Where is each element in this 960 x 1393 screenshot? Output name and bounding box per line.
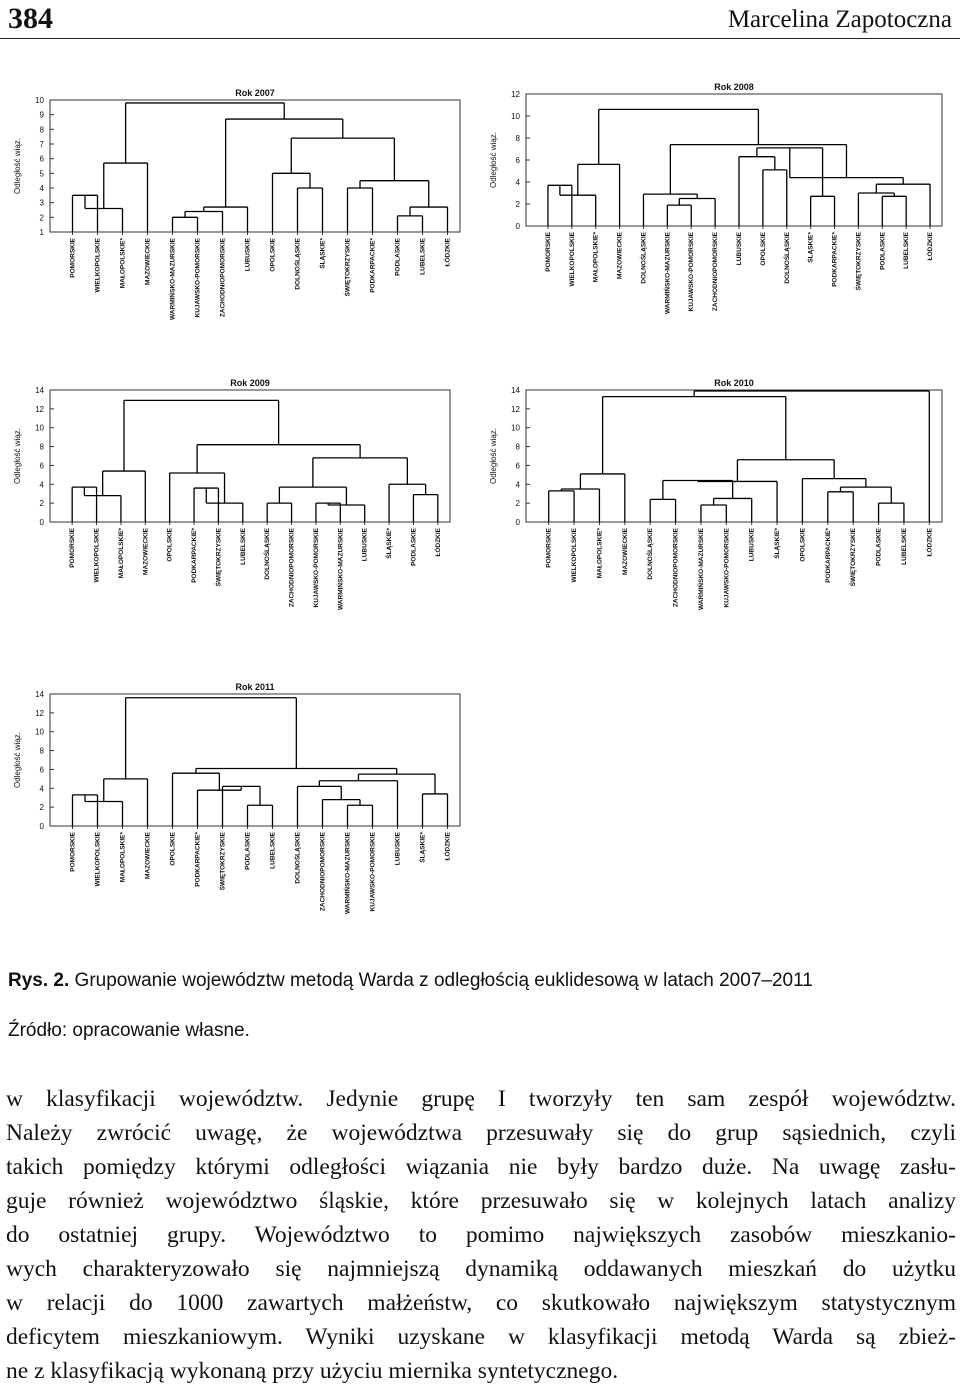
leaf-label: PODKARPACKIE* — [369, 238, 377, 293]
leaf-label: KUJAWSKO-POMORSKIE — [194, 238, 202, 318]
y-tick-label: 0 — [39, 518, 44, 527]
dendrogram-2009 — [8, 372, 458, 630]
y-tick-label: 8 — [39, 746, 44, 756]
y-tick-label: 2 — [39, 499, 44, 509]
body-paragraph — [6, 1082, 956, 1388]
leaf-label: DOLNOŚLĄSKIE — [647, 528, 655, 580]
leaf-label: ZACHODNIOPOMORSKIE — [319, 832, 327, 912]
leaf-label: OPOLSKIE — [169, 832, 177, 866]
leaf-label: MAŁOPOLSKIE* — [596, 528, 604, 579]
body-line: wych charakteryzowało się najmniejszą dynamiką oddawanych mieszkań do użytku — [6, 1256, 956, 1282]
leaf-label: ŚLĄSKIE* — [419, 832, 427, 863]
leaf-label: OPOLSKIE — [799, 528, 807, 562]
y-tick-label: 10 — [511, 423, 520, 433]
leaf-label: ZACHODNIOPOMORSKIE — [288, 528, 296, 608]
leaf-label: POMORSKIE — [69, 832, 77, 872]
y-axis-label: Odległość wiąz. — [13, 427, 22, 485]
leaf-label: PODKARPACKIE* — [831, 232, 839, 287]
y-tick-label: 14 — [35, 386, 44, 395]
leaf-label: WIELKOPOLSKIE — [571, 528, 579, 583]
y-tick-label: 3 — [39, 198, 44, 208]
dendrogram-2007-svg — [8, 82, 468, 332]
leaf-label: LUBUSKIE — [748, 528, 756, 562]
leaf-label: LUBELSKIE — [900, 528, 908, 565]
y-tick-label: 6 — [39, 461, 44, 471]
leaf-label: ŚLĄSKIE* — [774, 528, 782, 559]
leaf-label: ZACHODNIOPOMORSKIE — [672, 528, 680, 608]
leaf-label: DOLNOŚLĄSKIE — [294, 238, 302, 290]
y-tick-label: 6 — [39, 765, 44, 775]
leaf-label: WIELKOPOLSKIE — [568, 232, 576, 287]
y-axis-label: Odległość wiąz. — [489, 427, 498, 485]
leaf-label: WARMIŃSKO-MAZURSKIE — [697, 528, 705, 610]
dendrogram-2008 — [484, 76, 950, 331]
y-tick-label: 2 — [39, 803, 44, 813]
y-tick-label: 12 — [511, 90, 520, 99]
y-tick-label: 12 — [35, 708, 44, 718]
y-tick-label: 4 — [39, 784, 44, 794]
y-tick-label: 14 — [511, 386, 520, 395]
body-line: ne z klasyfikacją wykonaną przy użyciu miernika syntetycznego. — [6, 1358, 619, 1384]
leaf-label: PODLASKIE — [879, 232, 887, 270]
leaf-label: DOLNOŚLĄSKIE — [783, 232, 791, 284]
leaf-label: ŁÓDZKIE — [927, 232, 935, 261]
leaf-label: LUBUSKIE — [361, 528, 369, 562]
y-tick-label: 6 — [515, 156, 520, 165]
leaf-label: MAŁOPOLSKIE* — [117, 528, 125, 579]
figure-source: Źródło: opracowanie własne. — [8, 1020, 250, 1041]
y-tick-label: 7 — [39, 140, 44, 149]
body-line: w klasyfikacji województw. Jedynie grupę I tworzyły ten sam zespół województw. — [6, 1086, 956, 1112]
y-tick-label: 4 — [515, 178, 520, 187]
leaf-label: WIELKOPOLSKIE — [94, 832, 102, 887]
leaf-label: ŁÓDZKIE — [434, 528, 442, 557]
chart-title: Rok 2008 — [714, 82, 754, 92]
plot-frame — [50, 390, 450, 522]
leaf-label: OPOLSKIE — [269, 238, 277, 272]
leaf-label: WARMIŃSKO-MAZURSKIE — [337, 528, 345, 610]
y-tick-label: 8 — [39, 442, 44, 452]
dendrogram-2007 — [8, 82, 468, 332]
leaf-label: OPOLSKIE — [759, 232, 767, 266]
y-tick-label: 0 — [515, 518, 520, 527]
leaf-label: LUBUSKIE — [244, 238, 252, 272]
y-axis-label: Odległość wiąz. — [489, 131, 498, 189]
y-tick-label: 14 — [35, 690, 44, 699]
leaf-label: LUBUSKIE — [394, 832, 402, 866]
leaf-label: MAZOWIECKIE — [144, 238, 152, 285]
y-tick-label: 4 — [39, 184, 44, 193]
body-line: takich pomiędzy którymi odległości wiązania nie były bardzo duże. Na uwagę zasłu- — [6, 1154, 956, 1180]
chart-title: Rok 2010 — [714, 378, 754, 388]
leaf-label: PODLASKIE — [244, 832, 252, 870]
y-tick-label: 8 — [515, 134, 520, 143]
page-number: 384 — [8, 2, 53, 35]
leaf-label: PODLASKIE — [394, 238, 402, 276]
leaf-label: WARMIŃSKO-MAZURSKIE — [344, 832, 352, 914]
leaf-label: POMORSKIE — [69, 528, 77, 568]
dendrogram-2011-svg — [8, 676, 468, 924]
y-tick-label: 0 — [39, 822, 44, 831]
leaf-label: KUJAWSKO-POMORSKIE — [369, 832, 377, 912]
leaf-label: LUBELSKIE — [239, 528, 247, 565]
y-tick-label: 10 — [35, 727, 44, 737]
body-line: w relacji do 1000 zawartych małżeństw, co skutkowało największym statystycznym — [6, 1290, 956, 1316]
leaf-label: ŁÓDZKIE — [926, 528, 934, 557]
leaf-label: ŚLĄSKIE* — [319, 238, 327, 269]
leaf-label: MAŁOPOLSKIE* — [119, 238, 127, 289]
dendrogram-2010-svg — [484, 372, 950, 622]
body-line: do ostatniej grupy. Województwo to pomimo największych zasobów mieszkanio- — [6, 1222, 956, 1248]
leaf-label: MAZOWIECKIE — [616, 232, 624, 279]
leaf-label: DOLNOŚLĄSKIE — [264, 528, 272, 580]
leaf-label: PODLASKIE — [410, 528, 418, 566]
leaf-label: ŚWIĘTOKRZYSKIE — [344, 238, 352, 297]
body-line: guje również województwo śląskie, które przesuwało się w kolejnych latach analizy — [6, 1188, 956, 1214]
leaf-label: ŚLĄSKIE* — [807, 232, 815, 263]
leaf-label: WARMIŃSKO-MAZURSKIE — [664, 232, 672, 314]
leaf-label: POMORSKIE — [544, 232, 552, 272]
y-axis-label: Odległość wiąz. — [13, 137, 22, 195]
leaf-label: LUBUSKIE — [736, 232, 743, 266]
leaf-label: POMORSKIE — [69, 238, 77, 278]
leaf-label: KUJAWSKO-POMORSKIE — [688, 232, 696, 312]
y-tick-label: 5 — [39, 169, 44, 179]
y-tick-label: 12 — [35, 404, 44, 414]
y-tick-label: 10 — [511, 112, 520, 121]
y-tick-label: 8 — [39, 125, 44, 135]
y-tick-label: 6 — [39, 154, 44, 164]
y-tick-label: 4 — [39, 480, 44, 490]
leaf-label: ŚWIĘTOKRZYSKIE — [219, 832, 227, 891]
leaf-label: DOLNOŚLĄSKIE — [640, 232, 648, 284]
leaf-label: KUJAWSKO-POMORSKIE — [723, 528, 731, 608]
leaf-label: PODLASKIE — [875, 528, 883, 566]
plot-frame — [50, 100, 460, 232]
leaf-label: ŚWIĘTOKRZYSKIE — [855, 232, 863, 291]
figure-caption-label: Rys. 2. — [8, 970, 70, 991]
leaf-label: LUBELSKIE — [903, 232, 911, 269]
plot-frame — [526, 94, 942, 226]
leaf-label: PODKARPACKIE* — [191, 528, 199, 583]
leaf-label: ŁÓDZKIE — [444, 832, 452, 861]
leaf-label: PODKARPACKIE* — [194, 832, 202, 887]
leaf-label: MAŁOPOLSKIE* — [119, 832, 127, 883]
figure-caption-text: Grupowanie województw metodą Warda z odległością euklidesową w latach 2007–2011 — [69, 970, 813, 991]
leaf-label: KUJAWSKO-POMORSKIE — [312, 528, 320, 608]
leaf-label: OPOLSKIE — [166, 528, 174, 562]
chart-title: Rok 2009 — [230, 378, 270, 388]
leaf-label: ŚWIĘTOKRZYSKIE — [850, 528, 858, 587]
body-line: deficytem mieszkaniowym. Wyniki uzyskane w klasyfikacji metodą Warda są zbież- — [6, 1324, 956, 1350]
y-tick-label: 10 — [35, 423, 44, 433]
leaf-label: ZACHODNIOPOMORSKIE — [219, 238, 227, 318]
chart-title: Rok 2011 — [235, 682, 275, 692]
leaf-label: MAZOWIECKIE — [144, 832, 152, 879]
leaf-label: ŚWIĘTOKRZYSKIE — [215, 528, 223, 587]
running-head-author: Marcelina Zapotoczna — [727, 6, 952, 33]
leaf-label: WARMIŃSKO-MAZURSKIE — [169, 238, 177, 320]
body-line: Należy zwrócić uwagę, że województwa przesuwały się do grup sąsiednich, czyli — [6, 1120, 956, 1146]
leaf-label: DOLNOŚLĄSKIE — [294, 832, 302, 884]
leaf-label: POMORSKIE — [545, 528, 553, 568]
y-tick-label: 6 — [515, 461, 520, 471]
y-tick-label: 12 — [511, 404, 520, 414]
y-tick-label: 1 — [39, 228, 44, 237]
y-tick-label: 8 — [515, 442, 520, 452]
leaf-label: ŚLĄSKIE* — [386, 528, 394, 559]
y-tick-label: 9 — [39, 110, 44, 120]
y-axis-label: Odległość wiąz. — [13, 731, 22, 789]
plot-frame — [50, 694, 460, 826]
leaf-label: ŁÓDZKIE — [444, 238, 452, 267]
header-rule — [0, 38, 960, 39]
dendrogram-2009-svg — [8, 372, 458, 630]
leaf-label: PODKARPACKIE* — [824, 528, 832, 583]
dendrogram-2008-svg — [484, 76, 950, 331]
dendrogram-2011 — [8, 676, 468, 924]
y-tick-label: 10 — [35, 96, 44, 105]
leaf-label: MAZOWIECKIE — [142, 528, 150, 575]
chart-title: Rok 2007 — [235, 88, 275, 98]
leaf-label: MAZOWIECKIE — [621, 528, 629, 575]
y-tick-label: 2 — [515, 499, 520, 509]
y-tick-label: 4 — [515, 480, 520, 490]
leaf-label: LUBELSKIE — [269, 832, 277, 869]
leaf-label: WIELKOPOLSKIE — [93, 528, 101, 583]
leaf-label: ZACHODNIOPOMORSKIE — [712, 232, 720, 312]
figure-caption — [8, 970, 813, 992]
leaf-label: MAŁOPOLSKIE* — [592, 232, 600, 283]
plot-frame — [526, 390, 942, 522]
y-tick-label: 2 — [39, 213, 44, 223]
y-tick-label: 0 — [515, 222, 520, 231]
y-tick-label: 2 — [515, 200, 520, 209]
dendrogram-2010 — [484, 372, 950, 622]
leaf-label: WIELKOPOLSKIE — [94, 238, 102, 293]
leaf-label: LUBELSKIE — [419, 238, 427, 275]
